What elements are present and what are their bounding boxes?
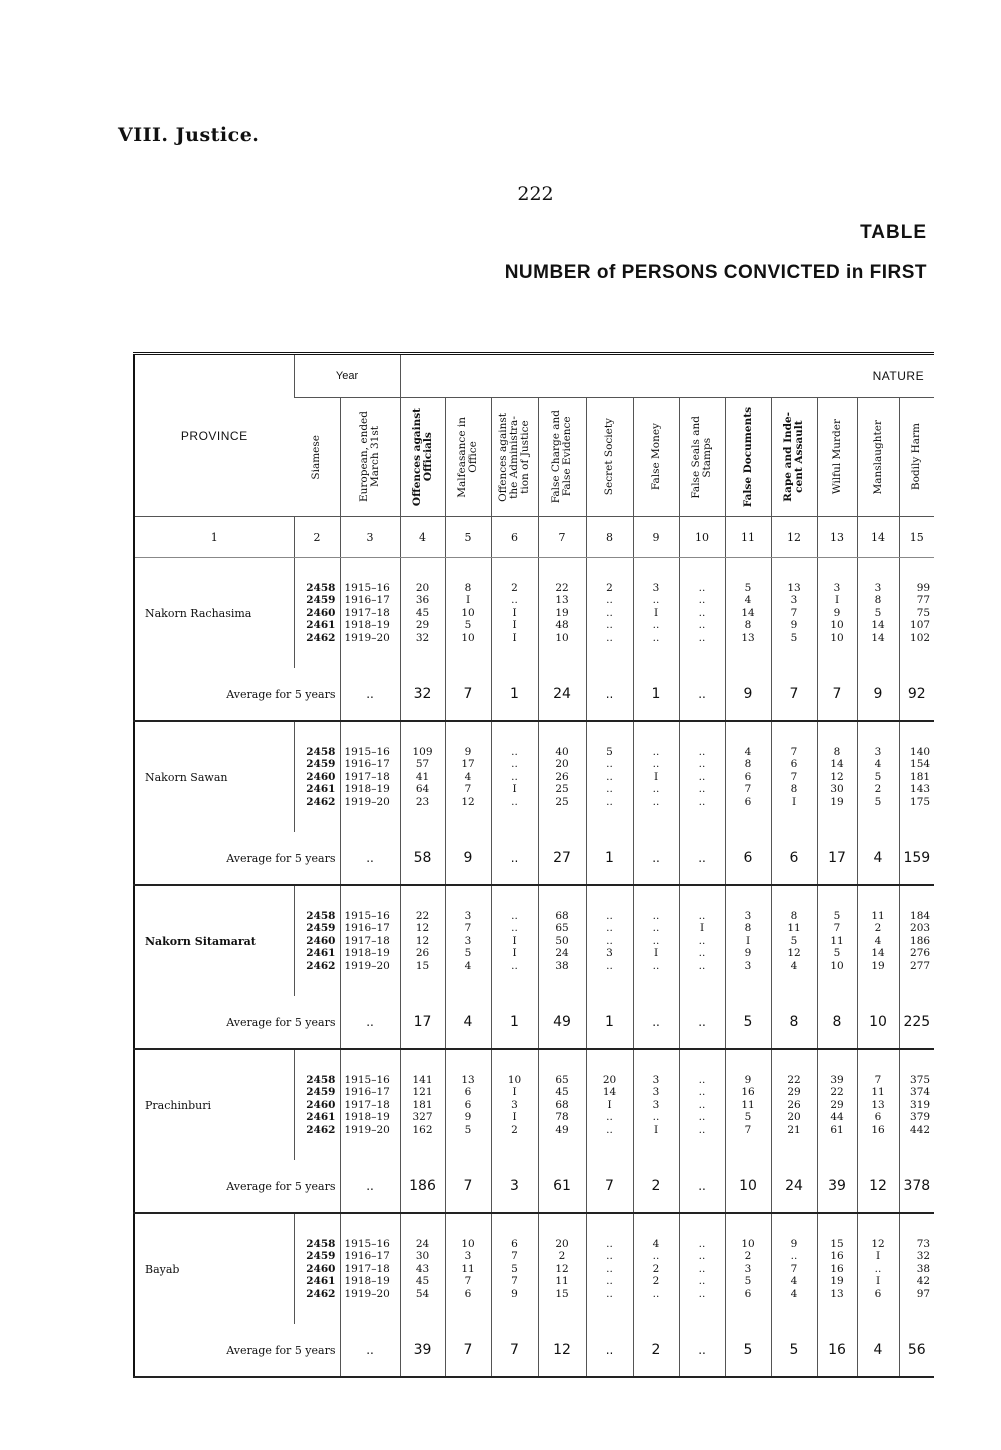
average-value: 6	[725, 832, 771, 885]
average-label: Average for 5 years	[134, 1324, 340, 1377]
cell-values: 3 3 3 .. I	[633, 1049, 679, 1160]
average-value: 10	[725, 1160, 771, 1213]
cell-values: .. .. I I ..	[491, 885, 538, 996]
column-number: 7	[538, 517, 586, 558]
average-value: 159	[899, 832, 934, 885]
average-value: 1	[586, 996, 633, 1049]
average-value: ..	[586, 1324, 633, 1377]
average-value: 186	[400, 1160, 445, 1213]
cell-values: 13 3 7 9 5	[771, 558, 817, 669]
average-value: 58	[400, 832, 445, 885]
average-value: ..	[679, 996, 725, 1049]
average-row-nakorn-rachasima	[134, 668, 934, 721]
average-value: 9	[857, 668, 899, 721]
col-header-rape	[771, 398, 817, 517]
page-number: 222	[517, 183, 554, 205]
average-value: 49	[538, 996, 586, 1049]
average-value: 9	[725, 668, 771, 721]
cell-values: 10 2 3 5 6	[725, 1213, 771, 1324]
column-number: 2	[294, 517, 340, 558]
table-title: NUMBER of PERSONS CONVICTED in FIRST	[504, 262, 927, 283]
province-name: Nakorn Sawan	[145, 770, 228, 784]
average-value: 4	[445, 996, 491, 1049]
cell-values: 24 30 43 45 54	[400, 1213, 445, 1324]
average-row-nakorn-sawan	[134, 832, 934, 885]
cell-values: 10 I 3 I 2	[491, 1049, 538, 1160]
cell-values: 5 4 14 8 13	[725, 558, 771, 669]
cell-values: 22 29 26 20 21	[771, 1049, 817, 1160]
average-value: 1	[491, 668, 538, 721]
column-number: 5	[445, 517, 491, 558]
average-row-nakorn-sitamarat	[134, 996, 934, 1049]
cell-values: 65 45 68 78 49	[538, 1049, 586, 1160]
average-value: 39	[817, 1160, 857, 1213]
cell-values: 20 2 12 11 15	[538, 1213, 586, 1324]
average-label: Average for 5 years	[134, 832, 340, 885]
cell-values: 2 .. .. .. ..	[586, 558, 633, 669]
cell-values: 73 32 38 42 97	[899, 1213, 934, 1324]
average-value: 6	[771, 832, 817, 885]
col-header-offences-justice	[491, 398, 538, 517]
average-value: 12	[538, 1324, 586, 1377]
cell-values: 20 36 45 29 32	[400, 558, 445, 669]
average-value: ..	[679, 832, 725, 885]
average-value: 3	[491, 1160, 538, 1213]
province-name: Nakorn Rachasima	[145, 606, 252, 620]
average-value: 5	[725, 996, 771, 1049]
average-value: 2	[633, 1324, 679, 1377]
cell-values: 99 77 75 107 102	[899, 558, 934, 669]
average-value: 7	[445, 1160, 491, 1213]
col-header-label: Malfeasance in Office	[456, 416, 480, 498]
average-label: Average for 5 years	[134, 996, 340, 1049]
european-years: 1915–16 1916–17 1917–18 1918–19 1919–20	[340, 885, 400, 996]
col-header-label: Secret Society	[603, 418, 616, 496]
nature-header: NATURE	[400, 354, 934, 398]
average-value: 92	[899, 668, 934, 721]
cell-values: 109 57 41 64 23	[400, 721, 445, 832]
column-number: 10	[679, 517, 725, 558]
average-value: ..	[340, 996, 400, 1049]
average-value: 7	[771, 668, 817, 721]
column-number: 11	[725, 517, 771, 558]
cell-values: 5 7 11 5 10	[817, 885, 857, 996]
siamese-years: 2458 2459 2460 2461 2462	[294, 1049, 340, 1160]
average-row-bayab	[134, 1324, 934, 1377]
col-header-siamese	[294, 398, 340, 517]
section-title: VIII. Justice.	[118, 124, 260, 146]
column-number-row	[134, 517, 934, 558]
average-value: 27	[538, 832, 586, 885]
column-number: 6	[491, 517, 538, 558]
average-value: ..	[586, 668, 633, 721]
average-value: ..	[679, 1324, 725, 1377]
cell-values: 3 8 5 14 14	[857, 558, 899, 669]
cell-values: 3 7 3 5 4	[445, 885, 491, 996]
european-years: 1915–16 1916–17 1917–18 1918–19 1919–20	[340, 1049, 400, 1160]
column-number: 4	[400, 517, 445, 558]
average-value: ..	[633, 996, 679, 1049]
average-value: 4	[857, 832, 899, 885]
column-number: 13	[817, 517, 857, 558]
col-header-label: Offences against Officials	[410, 407, 434, 507]
col-header-siamese-label: Siamese	[310, 434, 323, 480]
cell-values: .. I .. .. ..	[679, 885, 725, 996]
european-years: 1915–16 1916–17 1917–18 1918–19 1919–20	[340, 1213, 400, 1324]
col-header-offences-officials	[400, 398, 445, 517]
cell-values: .. .. .. I ..	[633, 885, 679, 996]
col-header-secret-society	[586, 398, 633, 517]
province-header: PROVINCE	[134, 354, 294, 517]
province-row-nakorn-sawan	[134, 721, 934, 832]
average-value: 32	[400, 668, 445, 721]
column-number: 1	[134, 517, 294, 558]
col-header-label: False Charge and False Evidence	[550, 410, 574, 504]
cell-values: .. .. .. .. ..	[679, 1049, 725, 1160]
cell-values: 3 4 5 2 5	[857, 721, 899, 832]
column-number: 9	[633, 517, 679, 558]
col-header-label: Manslaughter	[871, 419, 884, 495]
average-value: 7	[491, 1324, 538, 1377]
siamese-years: 2458 2459 2460 2461 2462	[294, 1213, 340, 1324]
province-row-bayab	[134, 1213, 934, 1324]
col-header-wilful-murder	[817, 398, 857, 517]
average-value: 7	[586, 1160, 633, 1213]
cell-values: 40 20 26 25 25	[538, 721, 586, 832]
average-label: Average for 5 years	[134, 1160, 340, 1213]
col-header-label: Wilful Murder	[830, 419, 843, 495]
average-value: ..	[679, 668, 725, 721]
province-name: Nakorn Sitamarat	[145, 934, 256, 948]
average-value: ..	[340, 668, 400, 721]
cell-values: 12 I .. I 6	[857, 1213, 899, 1324]
col-header-label: False Seals and Stamps	[690, 415, 714, 499]
cell-values: 13 6 6 9 5	[445, 1049, 491, 1160]
average-value: 10	[857, 996, 899, 1049]
col-header-label: Bodily Harm	[910, 423, 923, 491]
average-value: 5	[725, 1324, 771, 1377]
column-number: 3	[340, 517, 400, 558]
cell-values: .. .. .. .. ..	[679, 558, 725, 669]
average-value: 1	[491, 996, 538, 1049]
col-header-false-money	[633, 398, 679, 517]
cell-values: 140 154 181 143 175	[899, 721, 934, 832]
average-value: 39	[400, 1324, 445, 1377]
col-header-label: Rape and Inde- cent Assault	[782, 412, 806, 502]
cell-values: .. .. .. 3 ..	[586, 885, 633, 996]
convictions-table	[133, 352, 934, 1378]
cell-values: .. .. I .. ..	[633, 721, 679, 832]
col-header-bodily-harm	[899, 398, 934, 517]
cell-values: 4 .. 2 2 ..	[633, 1213, 679, 1324]
cell-values: 15 16 16 19 13	[817, 1213, 857, 1324]
cell-values: 3 8 I 9 3	[725, 885, 771, 996]
column-number: 15	[899, 517, 934, 558]
average-value: 17	[400, 996, 445, 1049]
cell-values: 141 121 181 327 162	[400, 1049, 445, 1160]
province-name: Bayab	[145, 1262, 180, 1276]
average-value: 7	[445, 1324, 491, 1377]
average-value: ..	[679, 1160, 725, 1213]
province-row-prachinburi	[134, 1049, 934, 1160]
average-row-prachinburi	[134, 1160, 934, 1213]
average-value: 2	[633, 1160, 679, 1213]
cell-values: 11 2 4 14 19	[857, 885, 899, 996]
cell-values: 9 .. 7 4 4	[771, 1213, 817, 1324]
average-value: 24	[771, 1160, 817, 1213]
col-header-label: False Money	[649, 423, 662, 491]
cell-values: 9 17 4 7 12	[445, 721, 491, 832]
average-value: 8	[817, 996, 857, 1049]
cell-values: 5 .. .. .. ..	[586, 721, 633, 832]
cell-values: 6 7 5 7 9	[491, 1213, 538, 1324]
province-row-nakorn-sitamarat	[134, 885, 934, 996]
average-value: ..	[491, 832, 538, 885]
cell-values: 39 22 29 44 61	[817, 1049, 857, 1160]
cell-values: 20 14 I .. ..	[586, 1049, 633, 1160]
average-value: 1	[586, 832, 633, 885]
col-header-label: False Documents	[741, 406, 754, 508]
cell-values: .. .. .. .. ..	[679, 1213, 725, 1324]
average-value: 378	[899, 1160, 934, 1213]
col-header-european-label: European, ended March 31st	[358, 411, 381, 503]
cell-values: .. .. .. I ..	[491, 721, 538, 832]
average-value: 12	[857, 1160, 899, 1213]
cell-values: 3 I 9 10 10	[817, 558, 857, 669]
cell-values: 68 65 50 24 38	[538, 885, 586, 996]
average-value: ..	[340, 1160, 400, 1213]
province-row-nakorn-rachasima	[134, 558, 934, 669]
column-number: 14	[857, 517, 899, 558]
average-value: 1	[633, 668, 679, 721]
cell-values: 22 12 12 26 15	[400, 885, 445, 996]
cell-values: 10 3 11 7 6	[445, 1213, 491, 1324]
cell-values: .. .. .. .. ..	[679, 721, 725, 832]
average-value: ..	[633, 832, 679, 885]
col-header-false-charge	[538, 398, 586, 517]
column-number: 8	[586, 517, 633, 558]
cell-values: 4 8 6 7 6	[725, 721, 771, 832]
col-header-manslaughter	[857, 398, 899, 517]
table-label: TABLE	[860, 222, 927, 243]
average-value: 24	[538, 668, 586, 721]
cell-values: 375 374 319 379 442	[899, 1049, 934, 1160]
cell-values: 7 6 7 8 I	[771, 721, 817, 832]
average-value: 4	[857, 1324, 899, 1377]
average-value: 7	[817, 668, 857, 721]
column-number: 12	[771, 517, 817, 558]
average-value: ..	[340, 1324, 400, 1377]
cell-values: 9 16 11 5 7	[725, 1049, 771, 1160]
cell-values: 8 11 5 12 4	[771, 885, 817, 996]
average-value: 17	[817, 832, 857, 885]
european-years: 1915–16 1916–17 1917–18 1918–19 1919–20	[340, 558, 400, 669]
cell-values: 184 203 186 276 277	[899, 885, 934, 996]
average-value: 7	[445, 668, 491, 721]
cell-values: 22 13 19 48 10	[538, 558, 586, 669]
province-name: Prachinburi	[145, 1098, 211, 1112]
col-header-european	[340, 398, 400, 517]
average-value: ..	[340, 832, 400, 885]
average-value: 5	[771, 1324, 817, 1377]
average-value: 9	[445, 832, 491, 885]
average-value: 225	[899, 996, 934, 1049]
col-header-false-documents	[725, 398, 771, 517]
cell-values: 2 .. I I I	[491, 558, 538, 669]
average-value: 16	[817, 1324, 857, 1377]
col-header-false-seals	[679, 398, 725, 517]
siamese-years: 2458 2459 2460 2461 2462	[294, 885, 340, 996]
cell-values: .. .. .. .. ..	[586, 1213, 633, 1324]
average-value: 61	[538, 1160, 586, 1213]
average-value: 8	[771, 996, 817, 1049]
year-header: Year	[294, 354, 400, 398]
average-label: Average for 5 years	[134, 668, 340, 721]
cell-values: 8 I 10 5 10	[445, 558, 491, 669]
cell-values: 7 11 13 6 16	[857, 1049, 899, 1160]
siamese-years: 2458 2459 2460 2461 2462	[294, 721, 340, 832]
cell-values: 8 14 12 30 19	[817, 721, 857, 832]
siamese-years: 2458 2459 2460 2461 2462	[294, 558, 340, 669]
average-value: 56	[899, 1324, 934, 1377]
col-header-label: Offences against the Administra- tion of Justice	[497, 412, 532, 502]
col-header-malfeasance	[445, 398, 491, 517]
cell-values: 3 .. I .. ..	[633, 558, 679, 669]
european-years: 1915–16 1916–17 1917–18 1918–19 1919–20	[340, 721, 400, 832]
